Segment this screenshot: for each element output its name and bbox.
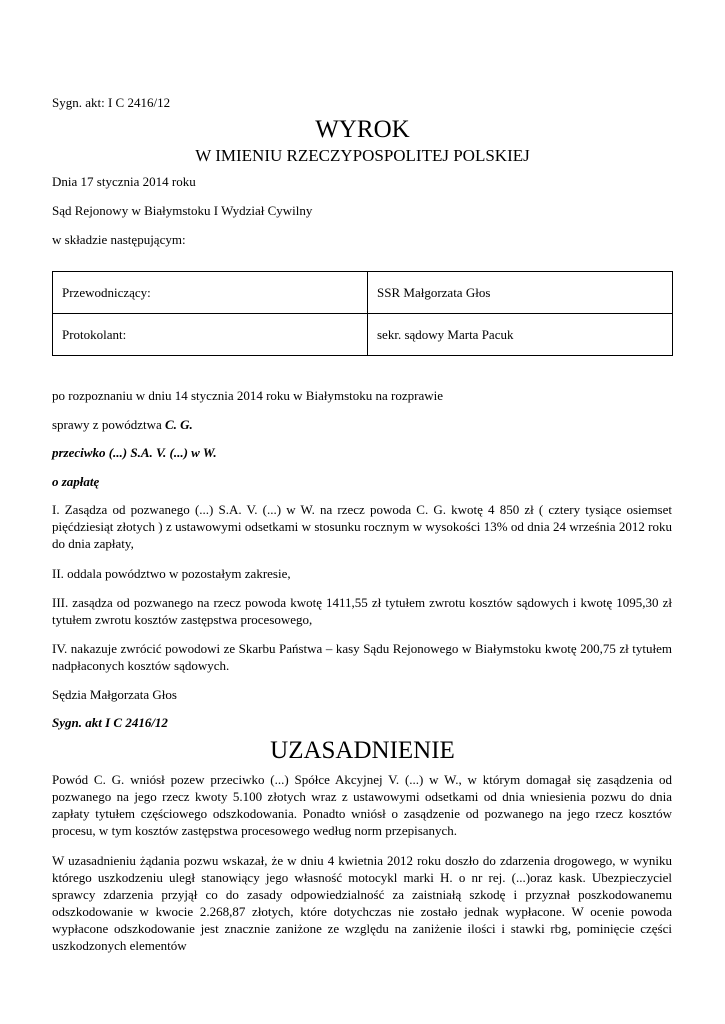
defendant-line: przeciwko (...) S.A. V. (...) w W. bbox=[52, 445, 217, 460]
plaintiff-prefix: sprawy z powództwa bbox=[52, 417, 165, 432]
justification-paragraph: W uzasadnieniu żądania pozwu wskazał, że w dniu 4 kwietnia 2012 roku doszło do zdarzenia drogowego, w wyniku którego uszkodzeniu uległ stanowiący jego własność motocykl marki H. o nr rej. (...)oraz kask. Ubezpieczyciel sprawcy zdarzenia przyjął co do zasady odpowiedzialność za zaistniałą szkodę i przyznał poszkodowanemu odszkodowanie w kwocie 2.268,87 złotych, które dotychczas nie zostało jednak wypłacone. W ocenie powoda wypłacone odszkodowanie jest znacznie zaniżone ze względu na zaniżenie ilości i stawki rbg, pominięcie części uszkodzonych elementów bbox=[52, 853, 672, 953]
document-title: WYROK bbox=[315, 116, 410, 143]
composition-name: SSR Małgorzata Głos bbox=[368, 272, 673, 314]
justification-paragraph: Powód C. G. wniósł pozew przeciwko (...) Spółce Akcyjnej V. (...) w W., w którym domagał się zasądzenia od pozwanego na jego rzecz kwoty 5.100 złotych wraz z ustawowymi odsetkami od dnia wniesienia pozwu do dnia zapłaty tytułem częściowego odszkodowania. Ponadto wniósł o zasądzenie od pozwanego na jego rzecz kosztów procesu, w tym kosztów zastępstwa procesowego według norm przepisanych. bbox=[52, 772, 672, 838]
ruling-point-4: IV. nakazuje zwrócić powodowi ze Skarbu Państwa – kasy Sądu Rejonowego w Białymstoku kwotę 200,75 zł tytułem nadpłaconych kosztów sądowych. bbox=[52, 641, 672, 673]
ruling-point-1: I. Zasądza od pozwanego (...) S.A. V. (...) w W. na rzecz powoda C. G. kwotę 4 850 zł ( cztery tysiące osiemset pięćdziesiąt złotych ) z ustawowymi odsetkami w stosunku rocznym w wysokości 13% od dnia 24 września 2012 roku do dnia zapłaty, bbox=[52, 502, 672, 551]
ruling-point-3: III. zasądza od pozwanego na rzecz powoda kwotę 1411,55 zł tytułem zwrotu kosztów sądowych i kwotę 1095,30 zł tytułem zwrotu kosztów zastępstwa procesowego, bbox=[52, 595, 672, 627]
ruling-point-2: II. oddala powództwo w pozostałym zakresie, bbox=[52, 566, 291, 581]
judgment-date: Dnia 17 stycznia 2014 roku bbox=[52, 174, 196, 189]
plaintiff-name: C. G. bbox=[165, 417, 193, 432]
composition-table bbox=[52, 271, 673, 356]
court-name: Sąd Rejonowy w Białymstoku I Wydział Cywilny bbox=[52, 203, 313, 218]
case-subject: o zapłatę bbox=[52, 474, 100, 489]
justification-title: UZASADNIENIE bbox=[270, 737, 455, 764]
composition-role: Przewodniczący: bbox=[53, 272, 368, 314]
justification-signature: Sygn. akt I C 2416/12 bbox=[52, 715, 168, 730]
judge-signature: Sędzia Małgorzata Głos bbox=[52, 687, 177, 702]
table-row bbox=[53, 314, 673, 356]
hearing-info: po rozpoznaniu w dniu 14 stycznia 2014 roku w Białymstoku na rozprawie bbox=[52, 388, 443, 403]
composition-role: Protokolant: bbox=[53, 314, 368, 356]
plaintiff-line bbox=[52, 416, 672, 433]
document-subtitle: W IMIENIU RZECZYPOSPOLITEJ POLSKIEJ bbox=[195, 146, 530, 165]
composition-intro: w składzie następującym: bbox=[52, 232, 186, 247]
table-row bbox=[53, 272, 673, 314]
composition-name: sekr. sądowy Marta Pacuk bbox=[368, 314, 673, 356]
case-signature: Sygn. akt: I C 2416/12 bbox=[52, 95, 171, 110]
